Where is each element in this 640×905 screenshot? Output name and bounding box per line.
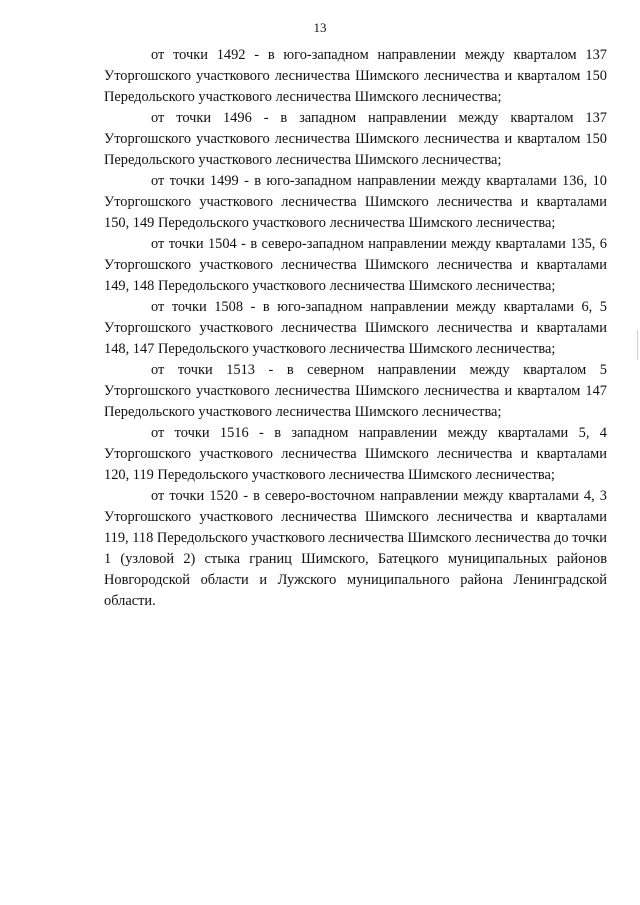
paragraph-point-1516: от точки 1516 - в западном направлении между кварталами 5, 4 Уторгошского участкового лесничества Шимского лесничества и кварталами 120, 119 Передольского участкового лесничества Шимского лесничества; — [104, 425, 607, 483]
paragraph-point-1508: от точки 1508 - в юго-западном направлении между кварталами 6, 5 Уторгошского участкового лесничества Шимского лесничества и кварталами 148, 147 Передольского участкового лесничества Шимского лесничества; — [104, 299, 607, 357]
paragraph-point-1496: от точки 1496 - в западном направлении между кварталом 137 Уторгошского участкового лесничества Шимского лесничества и кварталом 150 Передольского участкового лесничества Шимского лесничества; — [104, 110, 607, 168]
paragraph-point-1499: от точки 1499 - в юго-западном направлении между кварталами 136, 10 Уторгошского участкового лесничества Шимского лесничества и кварталами 150, 149 Передольского участкового лесничества Шимского лесничества; — [104, 173, 607, 231]
page-number: 13 — [313, 20, 327, 35]
paragraph-point-1492: от точки 1492 - в юго-западном направлении между кварталом 137 Уторгошского участкового лесничества Шимского лесничества и кварталом 150 Передольского участкового лесничества Шимского лесничества; — [104, 47, 607, 105]
document-body — [104, 45, 607, 612]
paragraph-point-1520: от точки 1520 - в северо-восточном направлении между кварталами 4, 3 Уторгошского участкового лесничества Шимского лесничества и кварталами 119, 118 Передольского участкового лесничества Шимского лесничества до точки 1 (узловой 2) стыка границ Шимского, Батецкого муниципальных районов Новгородской области и Лужского муниципального района Ленинградской области. — [104, 488, 607, 609]
scan-edge-mark — [637, 330, 638, 360]
paragraph-point-1504: от точки 1504 - в северо-западном направлении между кварталами 135, 6 Уторгошского участкового лесничества Шимского лесничества и кварталами 149, 148 Передольского участкового лесничества Шимского лесничества; — [104, 236, 607, 294]
paragraph-point-1513: от точки 1513 - в северном направлении между кварталом 5 Уторгошского участкового лесничества Шимского лесничества и кварталом 147 Передольского участкового лесничества Шимского лесничества; — [104, 362, 607, 420]
